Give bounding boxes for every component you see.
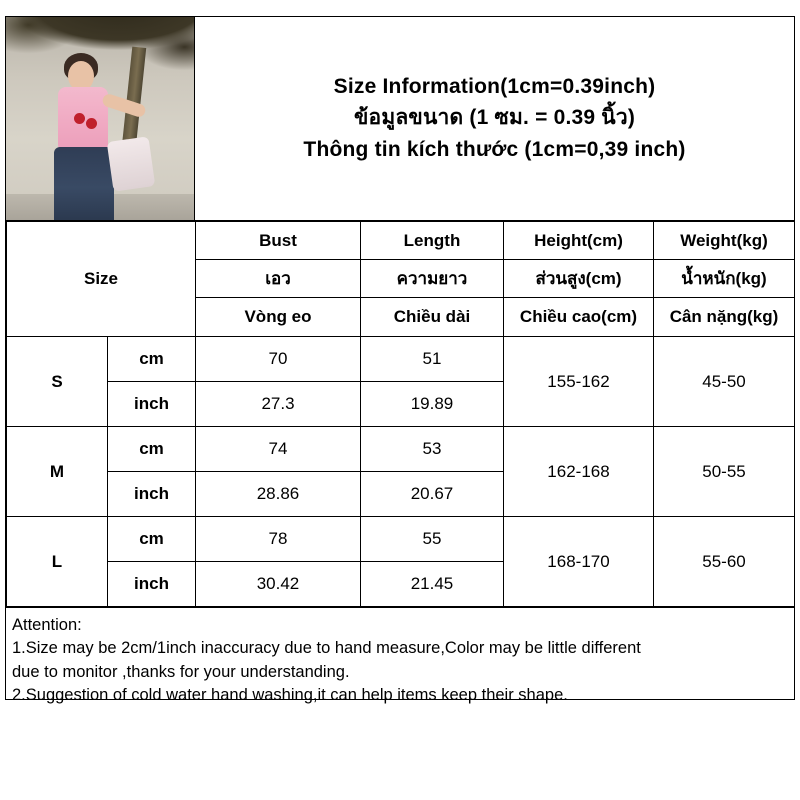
product-photo-cell — [6, 17, 195, 220]
model-bag — [107, 136, 156, 191]
cell-height-s: 155-162 — [504, 337, 654, 427]
col-header-weight-th: น้ำหนัก(kg) — [654, 260, 795, 298]
row-unit-cm-m: cm — [108, 427, 196, 472]
cell-length-cm-l: 55 — [361, 517, 504, 562]
cell-bust-inch-s: 27.3 — [196, 382, 361, 427]
attention-block — [6, 607, 794, 712]
table-row — [7, 517, 795, 562]
row-unit-cm-s: cm — [108, 337, 196, 382]
cherry-graphic-icon — [86, 118, 97, 129]
col-header-bust-vi: Vòng eo — [196, 298, 361, 337]
cell-length-cm-s: 51 — [361, 337, 504, 382]
col-header-height-en: Height(cm) — [504, 222, 654, 260]
col-header-length-vi: Chiều dài — [361, 298, 504, 337]
table-row — [7, 337, 795, 382]
col-header-weight-en: Weight(kg) — [654, 222, 795, 260]
attention-line-3: 2.Suggestion of cold water hand washing,it can help items keep their shape. — [12, 686, 568, 705]
cell-height-l: 168-170 — [504, 517, 654, 607]
title-line-en: Size Information(1cm=0.39inch) — [333, 75, 656, 99]
cell-length-inch-l: 21.45 — [361, 562, 504, 607]
cell-bust-cm-s: 70 — [196, 337, 361, 382]
col-header-height-th: ส่วนสูง(cm) — [504, 260, 654, 298]
cell-bust-inch-l: 30.42 — [196, 562, 361, 607]
chart-header — [6, 17, 794, 221]
row-unit-inch-l: inch — [108, 562, 196, 607]
attention-heading: Attention: — [12, 616, 82, 634]
attention-line-1: 1.Size may be 2cm/1inch inaccuracy due to hand measure,Color may be little different — [12, 639, 641, 658]
col-header-length-en: Length — [361, 222, 504, 260]
cell-bust-inch-m: 28.86 — [196, 472, 361, 517]
cell-weight-m: 50-55 — [654, 427, 795, 517]
col-header-height-vi: Chiều cao(cm) — [504, 298, 654, 337]
col-header-bust-th: เอว — [196, 260, 361, 298]
row-size-label-l: L — [7, 517, 108, 607]
col-header-length-th: ความยาว — [361, 260, 504, 298]
cherry-graphic-icon — [74, 113, 85, 124]
model-jeans — [54, 147, 114, 220]
size-header-cell: Size — [7, 222, 196, 337]
size-chart — [5, 16, 795, 705]
row-unit-inch-s: inch — [108, 382, 196, 427]
col-header-weight-vi: Cân nặng(kg) — [654, 298, 795, 337]
row-unit-cm-l: cm — [108, 517, 196, 562]
row-size-label-m: M — [7, 427, 108, 517]
title-line-vi: Thông tin kích thước (1cm=0,39 inch) — [303, 137, 686, 161]
cell-length-inch-s: 19.89 — [361, 382, 504, 427]
product-photo — [6, 17, 194, 220]
cell-length-inch-m: 20.67 — [361, 472, 504, 517]
cell-weight-l: 55-60 — [654, 517, 795, 607]
title-block — [195, 17, 794, 220]
cell-weight-s: 45-50 — [654, 337, 795, 427]
attention-line-2: due to monitor ,thanks for your understanding. — [12, 662, 350, 681]
cell-height-m: 162-168 — [504, 427, 654, 517]
table-row — [7, 427, 795, 472]
cell-bust-cm-l: 78 — [196, 517, 361, 562]
cell-length-cm-m: 53 — [361, 427, 504, 472]
row-size-label-s: S — [7, 337, 108, 427]
cell-bust-cm-m: 74 — [196, 427, 361, 472]
measurements-table — [6, 221, 795, 607]
table-header-row-en — [7, 222, 795, 260]
col-header-bust-en: Bust — [196, 222, 361, 260]
row-unit-inch-m: inch — [108, 472, 196, 517]
title-line-th: ข้อมูลขนาด (1 ซม. = 0.39 นิ้ว) — [353, 106, 636, 130]
